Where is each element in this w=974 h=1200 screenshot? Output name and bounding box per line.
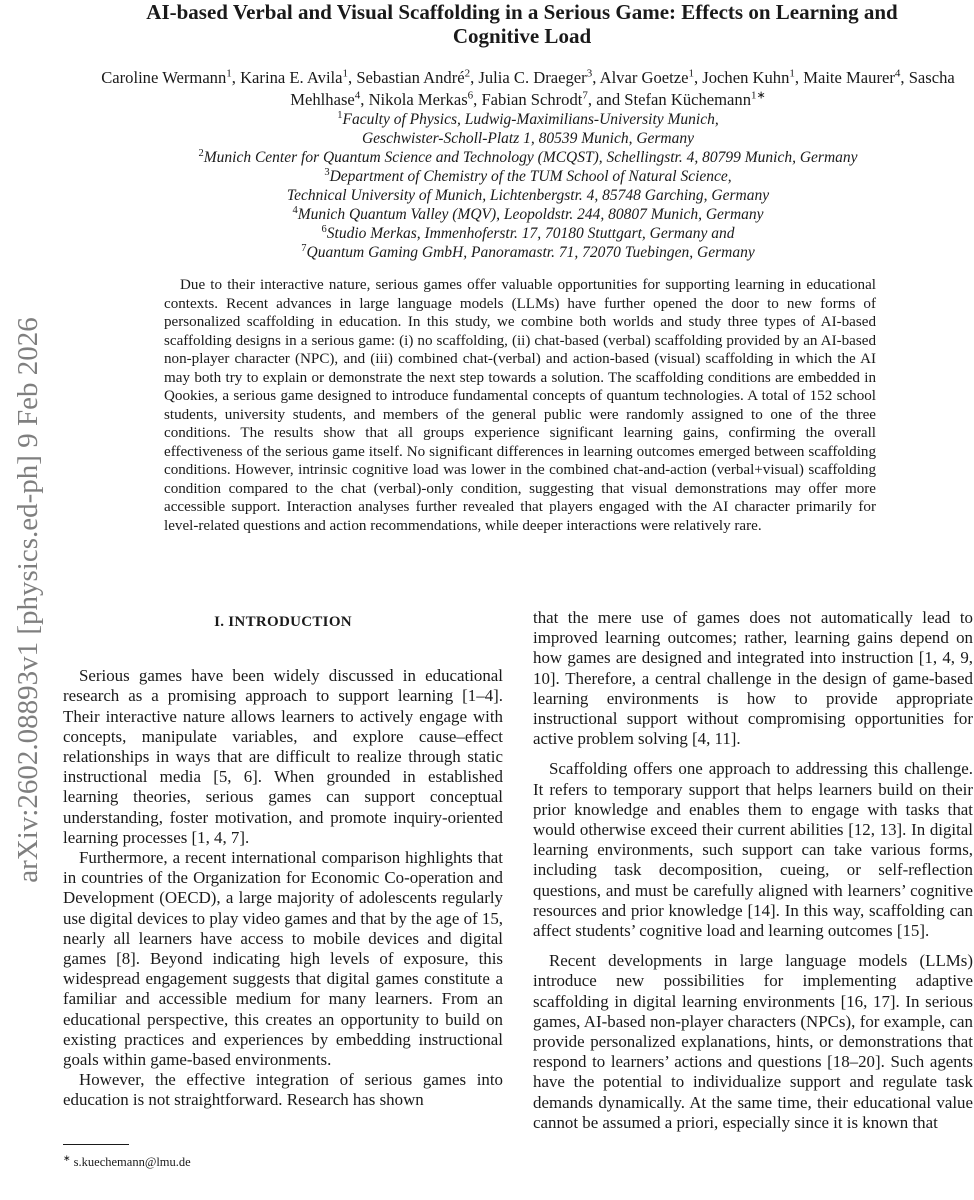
author-name: , Maite Maurer xyxy=(794,68,895,87)
author-name: , Jochen Kuhn xyxy=(694,68,790,87)
author-list xyxy=(100,67,956,111)
author-name: , Julia C. Draeger xyxy=(470,68,587,87)
affiliation-line xyxy=(80,110,974,129)
affiliation-mark: 1 xyxy=(226,67,232,80)
arxiv-identifier-stamp[interactable]: arXiv:2602.08893v1 [physics.ed-ph] 9 Feb 2026 xyxy=(12,317,44,883)
body-paragraph: Scaffolding offers one approach to addressing this challenge. It refers to temporary support that helps learners build on their prior knowledge and enables them to engage with tasks that would otherwise exceed their current abilities [12, 13]. In digital learning environments, such support can take various forms, including task decomposition, cueing, or self-reflection questions, and must be carefully aligned with learners’ cognitive resources and prior knowledge [14]. In this way, scaffolding can affect students’ cognitive load and learning outcomes [15]. xyxy=(533,759,973,941)
affiliation-number: 3 xyxy=(324,166,330,178)
affiliation-mark: 7 xyxy=(582,89,588,102)
affiliation-mark: 6 xyxy=(467,89,474,102)
affiliation-text: Technical University of Munich, Lichtenbergstr. 4, 85748 Garching, Germany xyxy=(286,187,770,204)
affiliation-mark: 1∗ xyxy=(751,89,766,102)
body-paragraph: Recent developments in large language models (LLMs) introduce new possibilities for implementing adaptive scaffolding in digital learning environments [16, 17]. In serious games, AI-based non-player characters (NPCs), for example, can provide personalized explanations, hints, or demonstrations that respond to learners’ actions and questions [18–20]. Such agents have the potential to individualize support and regulate task demands dynamically. At the same time, their educational value cannot be assumed a priori, especially since it is known that xyxy=(533,951,973,1132)
affiliation-mark: 3 xyxy=(586,67,593,80)
affiliation-line xyxy=(80,205,974,224)
affiliation-mark: 1 xyxy=(342,67,349,80)
affiliation-line xyxy=(80,148,974,167)
affiliation-number: 7 xyxy=(301,242,307,254)
affiliation-text: Munich Quantum Valley (MQV), Leopoldstr. 244, 80807 Munich, Germany xyxy=(297,206,764,223)
paper-title xyxy=(72,0,972,48)
affiliation-list xyxy=(80,110,974,262)
left-column xyxy=(63,610,503,1111)
author-name: Caroline Wermann xyxy=(101,68,227,87)
affiliation-text: Department of Chemistry of the TUM School of Natural Science, xyxy=(329,168,732,185)
title-line: AI-based Verbal and Visual Scaffolding in a Serious Game: Effects on Learning and xyxy=(146,0,898,24)
author-name: , Sascha Mehlhase xyxy=(290,68,955,109)
body-paragraph: Serious games have been widely discussed in educational research as a promising approach to support learning [1–4]. Their interactive nature allows learners to actively engage with concepts, manipulate variables, and explore cause–effect relationships in ways that are difficult to realize through static instructional media [5, 6]. When grounded in established learning theories, serious games can support conceptual understanding, foster motivation, and promote inquiry-oriented learning processes [1, 4, 7]. xyxy=(63,666,503,847)
body-paragraph: However, the effective integration of serious games into education is not straightforward. Research has shown xyxy=(63,1070,503,1110)
author-name: , Nikola Merkas xyxy=(360,90,468,109)
footnote-divider xyxy=(63,1144,129,1145)
body-paragraph: Furthermore, a recent international comparison highlights that in countries of the Organization for Economic Co-operation and Development (OECD), a large majority of adolescents regularly use digital devices to play video games and that by the age of 15, nearly all learners have access to mobile devices and digital games [8]. Beyond indicating high levels of exposure, this widespread engagement suggests that digital games constitute a familiar and accessible medium for many learners. From an educational perspective, this creates an opportunity to build on existing practices and experiences by embedding instructional goals within game-based environments. xyxy=(63,848,503,1070)
section-heading: I. INTRODUCTION xyxy=(214,614,352,630)
affiliation-text: Geschwister-Scholl-Platz 1, 80539 Munich, Germany xyxy=(361,130,695,147)
affiliation-text: Munich Center for Quantum Science and Technology (MCQST), Schellingstr. 4, 80799 Munich, Germany xyxy=(203,149,858,166)
author-name: , Alvar Goetze xyxy=(592,68,689,87)
right-column xyxy=(533,608,973,1133)
body-paragraph: that the mere use of games does not automatically lead to improved learning outcomes; rather, learning gains depend on how games are designed and integrated into instruction [1, 4, 9, 10]. Therefore, a central challenge in the design of game-based learning environments is how to provide appropriate instructional support without compromising opportunities for active problem solving [4, 11]. xyxy=(533,608,973,749)
author-name: , Sebastian André xyxy=(348,68,465,87)
affiliation-mark: 1 xyxy=(688,67,694,80)
affiliation-number: 6 xyxy=(321,223,327,235)
affiliation-mark: 1 xyxy=(789,67,795,80)
author-name: , Karina E. Avila xyxy=(231,68,343,87)
footnote xyxy=(63,1150,363,1170)
corresponding-email[interactable]: s.kuechemann@lmu.de xyxy=(70,1155,191,1170)
affiliation-mark: 4 xyxy=(894,67,901,80)
affiliation-line xyxy=(80,186,974,205)
affiliation-line xyxy=(80,224,974,243)
title-line: Cognitive Load xyxy=(452,24,592,48)
affiliation-mark: 2 xyxy=(464,67,471,80)
affiliation-line xyxy=(80,243,974,262)
affiliation-text: Studio Merkas, Immenhoferstr. 17, 70180 Stuttgart, Germany and xyxy=(326,225,735,242)
affiliation-number: 2 xyxy=(198,147,204,159)
affiliation-line xyxy=(80,167,974,186)
affiliation-text: Quantum Gaming GmbH, Panoramastr. 71, 72070 Tuebingen, Germany xyxy=(306,244,755,261)
abstract: Due to their interactive nature, serious games offer valuable opportunities for supporting learning in educational contexts. Recent advances in large language models (LLMs) have further opened the door to new forms of personalized scaffolding in education. In this study, we combine both worlds and study three types of AI-based scaffolding designs in a serious game: (i) no scaffolding, (ii) chat-based (verbal) scaffolding provided by an AI-based non-player character (NPC), and (iii) combined chat-(verbal) and action-based (visual) scaffolding in which the AI may both try to explain or demonstrate the next step towards a solution. The scaffolding conditions are embedded in Qookies, a serious game designed to introduce fundamental concepts of quantum technologies. A total of 152 school students, university students, and members of the general public were randomly assigned to one of the three conditions. The results show that all groups experience significant learning gains, confirming the overall effectiveness of the serious game itself. No significant differences in learning outcomes emerged between scaffolding conditions. However, intrinsic cognitive load was lower in the combined chat-and-action (verbal+visual) scaffolding condition compared to the chat (verbal)-only condition, suggesting that visual demonstrations may offer more accessible support. Interaction analyses further revealed that players engaged with the AI character primarily for level-related questions and action recommendations, while deeper interactions were relatively rare. xyxy=(164,277,876,534)
author-name: , and Stefan Küchemann xyxy=(587,90,752,109)
affiliation-number: 1 xyxy=(337,109,343,121)
affiliation-line xyxy=(80,129,974,148)
affiliation-text: Faculty of Physics, Ludwig-Maximilians-University Munich, xyxy=(342,111,719,128)
footnote-mark: ∗ xyxy=(63,1153,71,1163)
author-name: , Fabian Schrodt xyxy=(473,90,583,109)
affiliation-number: 4 xyxy=(292,204,298,216)
affiliation-mark: 4 xyxy=(354,89,361,102)
